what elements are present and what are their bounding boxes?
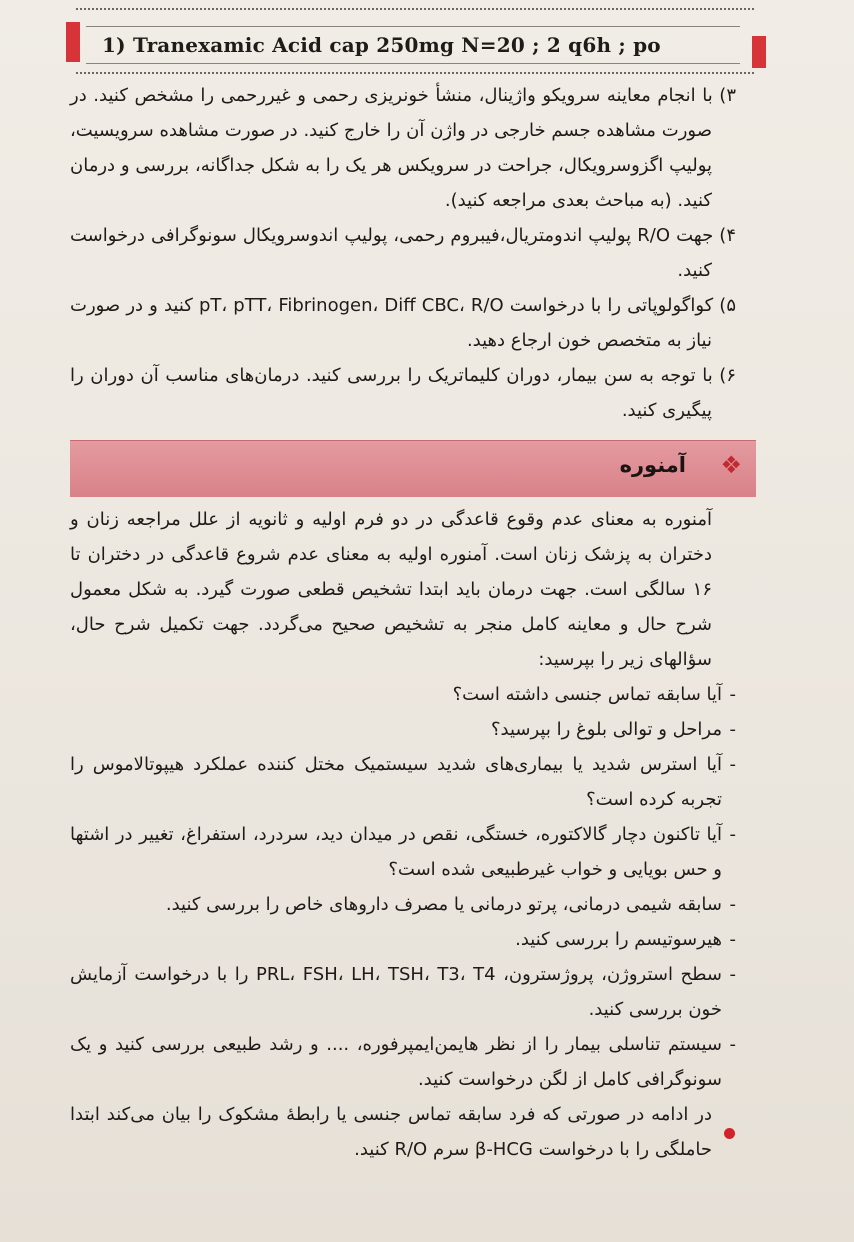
step-4: ۴) جهت R/O پولیپ اندومتریال،فیبروم رحمی، پولیپ اندوسرویکال سونوگرافی درخواست کنید. [70, 225, 736, 281]
section-title: آمنوره [619, 453, 686, 477]
list-item: -مراحل و توالی بلوغ را بپرسید؟ [490, 719, 736, 740]
list-item: -سطح استروژن، پروژسترون، PRL، FSH، LH، TSH، T3، T4 را با درخواست آزمایش خون بررسی کنید. [70, 964, 736, 1020]
step-6: ۶) با توجه به سن بیمار، دوران کلیماتریک را بررسی کنید. درمان‌های مناسب آن دوران را پیگیری کنید. [70, 365, 736, 421]
list-item: -سیستم تناسلی بیمار را از نظر هایمن‌ایمپرفوره، .... و رشد طبیعی بررسی کنید و یک سونوگرافی کامل از لگن درخواست کنید. [70, 1034, 736, 1090]
red-bullet-icon [724, 1128, 735, 1139]
amenorrhea-body [70, 502, 736, 1167]
step-3: ۳) با انجام معاینه سرویکو واژینال، منشأ خونریزی رحمی و غیررحمی را مشخص کنید. در صورت مشاهده جسم خارجی در واژن آن را خارج کنید. در صورت مشاهده سرویسیت، پولیپ اگزوسرویکال، جراحت در سرویکس هر یک را به شکل جداگانه، بررسی و درمان کنید. (به مباحث بعدی مراجعه کنید). [70, 85, 736, 211]
red-marker-right [752, 36, 766, 68]
management-steps [70, 78, 736, 428]
list-item: -آیا استرس شدید یا بیماری‌های شدید سیستمیک مختل کننده عملکرد هیپوتالاموس را تجربه کرده است؟ [70, 754, 736, 810]
list-item: -سابقه شیمی درمانی، پرتو درمانی یا مصرف داروهای خاص را بررسی کنید. [165, 894, 736, 915]
section-intro: آمنوره به معنای عدم وقوع قاعدگی در دو فرم اولیه و ثانویه از علل مراجعه زنان و دختران به پزشک زنان است. آمنوره اولیه به معنای عدم شروع قاعدگی در دختران تا ۱۶ سالگی است. جهت درمان باید ابتدا تشخیص قطعی صورت گیرد. به شکل معمول شرح حال و معاینه کامل منجر به تشخیص صحیح می‌گردد. جهت تکمیل شرح حال، سؤالهای زیر را بپرسید: [70, 509, 712, 670]
list-item: -آیا سابقه تماس جنسی داشته است؟ [452, 684, 736, 705]
red-marker-left [66, 22, 80, 62]
list-item: -هیرسوتیسم را بررسی کنید. [515, 929, 736, 950]
question-list [70, 677, 736, 1097]
list-item: -آیا تاکنون دچار گالاکتوره، خستگی، نقص در میدان دید، سردرد، استفراغ، تغییر در اشتها و حس بویایی و خواب غیرطبیعی شده است؟ [70, 824, 736, 880]
diamond-cluster-icon: ❖ [720, 451, 742, 479]
prescription-line [86, 26, 740, 64]
step-5: ۵) کواگولوپاتی را با درخواست pT، pTT، Fibrinogen، Diff CBC، R/O کنید و در صورت نیاز به متخصص خون ارجاع دهید. [70, 295, 736, 351]
prescription-text: 1) Tranexamic Acid cap 250mg N=20 ; 2 q6h ; po [102, 33, 661, 57]
prescription-box [76, 8, 754, 74]
section-note: در ادامه در صورتی که فرد سابقه تماس جنسی یا رابطهٔ مشکوک را بیان می‌کند ابتدا حاملگی را با درخواست β-HCG سرم R/O کنید. [70, 1104, 712, 1160]
section-header [70, 440, 756, 497]
